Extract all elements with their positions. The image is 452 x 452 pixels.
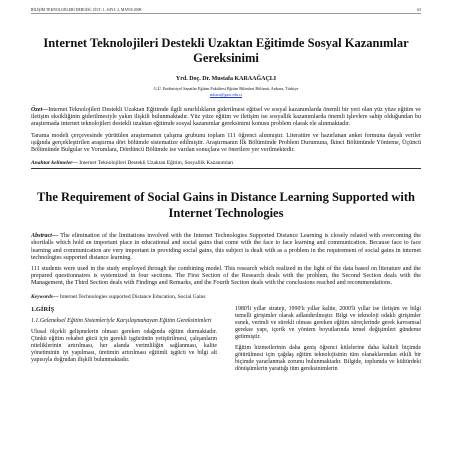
turkish-keywords bbox=[31, 160, 421, 166]
author-email[interactable]: mkara@gazi.edu.tr bbox=[210, 92, 242, 97]
divider bbox=[31, 168, 421, 169]
english-abstract bbox=[31, 233, 421, 287]
author-name: Yrd. Doç. Dr. Mustafa KARAAĞAÇLI bbox=[175, 76, 277, 82]
ozet-label: Özet— bbox=[31, 107, 49, 113]
page-number: 63 bbox=[417, 8, 421, 12]
keywords-text: Internet Technologies supported Distance Education, Social Gains bbox=[58, 293, 206, 300]
keywords-label: Keywords— bbox=[31, 293, 59, 300]
right-paragraph-1: 1980'li yıllar stratejı, 1990'lı yıllar kalite, 2000'li yıllar ise iletişim ve bilgi temelli girişimler olarak adlandırılmıştır. Bilgi ve teknoloji odaklı girişimler esnek, verimli ve sürekli olması gereken eğitim süreçlerinde gerek kavramsal gerekse yapı, içerik ve yöntem boyutlarında temel değişimleri gündeme getirmiştir. bbox=[235, 305, 421, 340]
abstract-label: Abstract— bbox=[31, 233, 59, 240]
subsection-heading: 1.1.Geleneksel Eğitim Sistemleriyle Karşılaşmanayan Eğitim Gereksinimleri bbox=[31, 317, 212, 324]
anahtar-text: Internet Teknolojileri Destekli Uzaktan Eğitim, Sosyallik Kazanımları bbox=[77, 160, 234, 167]
right-paragraph-2: Eğitim hizmetlerinin daha geniş öğrenci kitlelerine daha kaliteli biçimde götürülmesi için çağdaş eğitim teknolojisinin tüm olanaklarından etkili bir biçimde yararlanmak zorunu bulunmaktadır. Bilgide, toplumda ve kültürdeki dönüşümlerin yarattığı tüm gereksinimlerin bbox=[235, 344, 421, 372]
english-keywords bbox=[31, 294, 421, 300]
abstract-paragraph-1: The elimination of the limitations involved with the Internet Technologies Supported Distance Learning is closely related with overcoming the shortfalls which hold an important place in educational and social gains that come with the face to face learning and communication. Because face to face learning and communication are very important in providing social gains, this subject is dealt with as a problem in the requirement of social gains in internet technologies supported distance learning. bbox=[31, 233, 421, 261]
abstract-paragraph-2: 111 students were used in the study employed through the combining model. This research which realized in the light of the data based on literature and the prepared questionnaires is systemized in four sections. The First Section of the Research deals with the problem, the Second Section deals with the Management, the Third Section deals with Findings and Remarks, and the Fourth Section deals with the conclusions reached and recommendations. bbox=[31, 266, 421, 287]
english-title: The Requirement of Social Gains in Distance Learning Supported with Internet Technologies bbox=[37, 190, 415, 221]
turkish-abstract bbox=[31, 107, 421, 154]
left-paragraph-1: Ulusal ölçekli gelişmelerin olmazı gereken odağında eğitim durmaktadır. Çünkü eğitim rekabet gücü için gerekli işgücünün yetiştirilmesi, çalışanların niteliklerinin artırılması, her alanda verimliliğin sağlanması, kalite yönetiminin iyi yapılması, üretimin artırılması eğitimli işgücü ve bilgi alt yapısıyla doğrudan ilişkili bulunmaktadır. bbox=[31, 328, 217, 363]
author-affiliation: G.Ü. Endüstriyel Sanatlar Eğitim Fakültesi Eğitim Bilimleri Bölümü, Ankara, Türkiye bbox=[153, 86, 299, 91]
body-columns bbox=[31, 306, 421, 377]
journal-name: BİLİŞİM TEKNOLOJİLERİ DERGİSİ, CİLT: 1, SAYI: 2, MAYIS 2008 bbox=[31, 8, 142, 12]
left-column bbox=[31, 306, 217, 377]
ozet-paragraph-1: Internet Teknolojileri Destekli Uzaktan Eğitimde ilgili sınırlılıkların giderilmesi eğitsel ve sosyal kazanımlarda önemli bir yeri olan yüz yüze eğitim ve iletişim eksikliğinin giderilmesiyle yakın ilişkili bulunmaktadır. Yüz yüze eğitim ve iletişim ise sosyallik kazanımlarda önemli işlevlere sahip olduğundan bu araştırmada internet teknolojileri destekli uzaktan eğitimde sosyal kazanımlar gereksinimi konusu problem olarak ele alınmaktadır. bbox=[31, 107, 421, 128]
running-header bbox=[31, 0, 421, 14]
section-heading: 1.GİRİŞ bbox=[31, 305, 55, 313]
turkish-title: Internet Teknolojileri Destekli Uzaktan Eğitimde Sosyal Kazanımlar Gereksinimi bbox=[43, 36, 409, 65]
right-column bbox=[235, 306, 421, 377]
ozet-paragraph-2: Tarama modeli çerçevesinde yürütülen araştırmanın çalışma grubunu toplam 111 öğrenci alınmıştır. Literatüre ve hazırlanan anket formuna dayalı veriler ışığında gerçekleştirilen araştırma dört bölümde sistematize edilmiştir. Araştırmanın İlk Bölümünde Problem Durumuna, İkinci Bölümünde Yönteme, Üçüncü Bölümünde Bulgular ve Yorumlara, Dördüncü Bölümde ise varılan sonuçlara ve önerilere yer verilmektedir. bbox=[31, 132, 421, 154]
anahtar-label: Anahtar kelimeler— bbox=[31, 160, 78, 167]
